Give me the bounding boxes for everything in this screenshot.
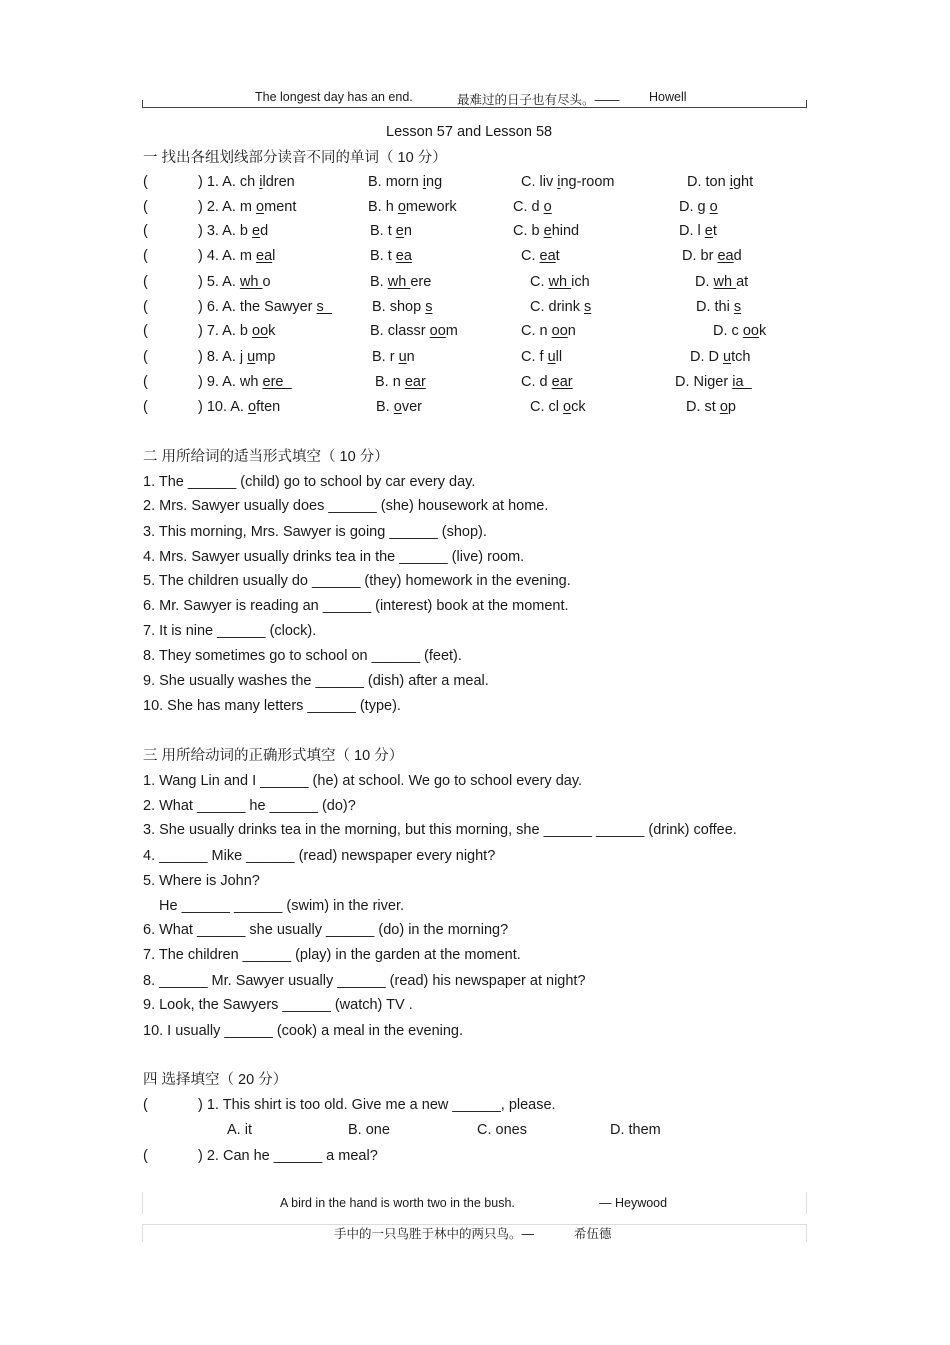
section4-q2-paren: (: [143, 1148, 148, 1164]
item-number: ) 3. A.: [198, 223, 236, 239]
word-part: D. c: [713, 323, 743, 339]
word-part: ght: [732, 174, 754, 190]
option-c-wrapper: [521, 174, 614, 190]
option-d: [687, 174, 753, 190]
option-d-wrapper: [675, 374, 752, 390]
option-b-wrapper: [375, 374, 426, 390]
word-part: k: [268, 323, 276, 339]
underlined-letters: ea: [717, 248, 734, 264]
word-part: B. r: [372, 349, 399, 365]
option-b-wrapper: [368, 174, 442, 190]
word-part: b: [239, 323, 253, 339]
option-d-wrapper: [695, 274, 748, 290]
option-a: [240, 174, 295, 190]
word-part: wh: [239, 374, 263, 390]
option-d-wrapper: [713, 323, 766, 339]
underlined-letters: ere_: [262, 374, 292, 390]
section2-item: 10. She has many letters ______ (type).: [143, 698, 401, 714]
section2-item: 4. Mrs. Sawyer usually drinks tea in the ______ (live) room.: [143, 549, 525, 565]
section1-heading: 一 找出各组划线部分读音不同的单词（ 10 分）: [143, 150, 447, 166]
word-part: B. morn: [368, 174, 423, 190]
footer-border-left: [142, 1192, 143, 1214]
option-d-wrapper: [679, 199, 718, 215]
section4-heading: 四 选择填空（ 20 分）: [143, 1072, 288, 1088]
header-author: Howell: [649, 90, 687, 104]
word-part: D. D: [690, 349, 724, 365]
item-number: ) 1. A.: [198, 174, 236, 190]
header-rule: [142, 107, 807, 108]
word-part: C. d: [521, 374, 552, 390]
section2-item: 5. The children usually do ______ (they) homework in the evening.: [143, 573, 571, 589]
section1-item: [198, 223, 268, 239]
word-part: m: [239, 199, 257, 215]
word-part: the Sawyer: [239, 299, 317, 315]
footer-tick-right: [806, 1224, 807, 1242]
item-number: ) 9. A.: [198, 374, 236, 390]
footer-quote-en: A bird in the hand is worth two in the bush.: [280, 1196, 515, 1210]
word-part: D. br: [682, 248, 718, 264]
header-tick-right: [806, 100, 807, 108]
section2-item: 8. They sometimes go to school on ______ (feet).: [143, 648, 462, 664]
section1-item: [198, 199, 296, 215]
underlined-letters: e: [252, 223, 261, 239]
word-part: k: [758, 323, 767, 339]
section4-q1: ) 1. This shirt is too old. Give me a new ______, please.: [198, 1097, 556, 1113]
word-part: C. n: [521, 323, 552, 339]
option-d-wrapper: [679, 223, 717, 239]
footer-author-zh: 希伍德: [574, 1227, 612, 1241]
section4-q1-paren: (: [143, 1097, 148, 1113]
section1-item: [198, 399, 280, 415]
section2-item: 1. The ______ (child) go to school by car every day.: [143, 474, 476, 490]
section1-paren: (: [143, 299, 148, 315]
option-d-wrapper: [687, 174, 753, 190]
section1-item: [198, 274, 271, 290]
option-a: [240, 274, 271, 290]
word-part: d: [733, 248, 742, 264]
section1-paren: (: [143, 174, 148, 190]
section2-item: 7. It is nine ______ (clock).: [143, 623, 317, 639]
option-d: [675, 374, 752, 390]
option-c: [521, 323, 576, 339]
option-d: [682, 248, 742, 264]
section4-q1-option-a: A. it: [227, 1122, 252, 1138]
underlined-letters: o: [563, 399, 572, 415]
underlined-letters: o: [709, 199, 718, 215]
underlined-letters: oo: [429, 323, 446, 339]
section1-paren: (: [143, 223, 148, 239]
underlined-letters: ea: [395, 248, 412, 264]
section2-heading: 二 用所给词的适当形式填空（ 10 分）: [143, 449, 389, 465]
word-part: C.: [521, 248, 540, 264]
option-c: [521, 174, 614, 190]
word-part: ll: [555, 349, 563, 365]
option-d: [695, 274, 748, 290]
underlined-letters: i: [557, 174, 561, 190]
option-b: [372, 349, 415, 365]
option-b-wrapper: [376, 399, 422, 415]
section3-item: 5. Where is John?: [143, 873, 260, 889]
word-part: ck: [571, 399, 586, 415]
option-d-wrapper: [682, 248, 742, 264]
word-part: D.: [695, 274, 714, 290]
word-part: D. st: [686, 399, 720, 415]
option-c: [530, 274, 590, 290]
underlined-letters: ea: [256, 248, 273, 264]
option-b: [368, 199, 457, 215]
section4-q2: ) 2. Can he ______ a meal?: [198, 1148, 378, 1164]
option-d-wrapper: [690, 349, 750, 365]
option-c: [513, 223, 579, 239]
section3-item: 7. The children ______ (play) in the garden at the moment.: [143, 947, 521, 963]
underlined-letters: wh: [239, 274, 263, 290]
word-part: B. t: [370, 248, 396, 264]
underlined-letters: ear: [551, 374, 573, 390]
option-b: [376, 399, 422, 415]
word-part: C. d: [513, 199, 544, 215]
word-part: ng-room: [560, 174, 615, 190]
item-number: ) 4. A.: [198, 248, 236, 264]
option-c-wrapper: [521, 323, 576, 339]
option-d: [696, 299, 741, 315]
word-part: ch: [239, 174, 260, 190]
word-part: B. n: [375, 374, 405, 390]
item-number: ) 8. A.: [198, 349, 236, 365]
section1-item: [198, 174, 295, 190]
section1-paren: (: [143, 349, 148, 365]
option-c: [530, 399, 586, 415]
word-part: ich: [571, 274, 590, 290]
section3-heading: 三 用所给动词的正确形式填空（ 10 分）: [143, 748, 404, 764]
word-part: b: [239, 223, 253, 239]
word-part: n: [403, 223, 412, 239]
section3-item: 8. ______ Mr. Sawyer usually ______ (read) his newspaper at night?: [143, 973, 586, 989]
option-d: [686, 399, 736, 415]
word-part: p: [727, 399, 736, 415]
option-a: [240, 323, 275, 339]
option-c-wrapper: [513, 223, 579, 239]
underlined-letters: i: [422, 174, 427, 190]
word-part: t: [555, 248, 560, 264]
underlined-letters: ea: [539, 248, 556, 264]
option-c: [521, 374, 573, 390]
option-c-wrapper: [521, 374, 573, 390]
option-b: [370, 248, 412, 264]
option-c: [521, 349, 562, 365]
section4-q1-option-b: B. one: [348, 1122, 390, 1138]
option-b-wrapper: [372, 299, 432, 315]
option-b-wrapper: [370, 274, 431, 290]
option-b: [372, 299, 432, 315]
underlined-letters: e: [543, 223, 552, 239]
underlined-letters: o: [247, 399, 257, 415]
underlined-letters: s: [425, 299, 433, 315]
section4-q1-option-c: C. ones: [477, 1122, 527, 1138]
word-part: B. h: [368, 199, 398, 215]
underlined-letters: wh: [713, 274, 737, 290]
option-c: [530, 299, 591, 315]
section1-paren: (: [143, 274, 148, 290]
word-part: B.: [370, 274, 388, 290]
word-part: B. t: [370, 223, 396, 239]
item-number: ) 10. A.: [198, 399, 244, 415]
word-part: m: [445, 323, 458, 339]
word-part: n: [406, 349, 415, 365]
section1-item: [198, 323, 275, 339]
option-b-wrapper: [372, 349, 415, 365]
section3-item: He ______ ______ (swim) in the river.: [159, 898, 405, 914]
option-a: [240, 349, 275, 365]
option-c-wrapper: [513, 199, 552, 215]
footer-author-en: — Heywood: [599, 1196, 668, 1210]
word-part: ment: [264, 199, 297, 215]
option-a: [240, 199, 296, 215]
option-c-wrapper: [521, 248, 560, 264]
section3-item: 9. Look, the Sawyers ______ (watch) TV .: [143, 997, 413, 1013]
option-d: [679, 223, 717, 239]
footer-border-right: [806, 1192, 807, 1214]
footer-quote-zh: 手中的一只鸟胜于林中的两只鸟。—: [334, 1227, 535, 1241]
word-part: ere: [410, 274, 432, 290]
item-number: ) 6. A.: [198, 299, 236, 315]
header-tick-left: [142, 100, 143, 108]
word-part: t: [712, 223, 717, 239]
word-part: B. classr: [370, 323, 430, 339]
underlined-letters: ear: [404, 374, 426, 390]
section1-item: [198, 248, 275, 264]
section3-item: 2. What ______ he ______ (do)?: [143, 798, 356, 814]
word-part: B.: [376, 399, 394, 415]
underlined-letters: s: [584, 299, 592, 315]
option-b-wrapper: [370, 323, 458, 339]
section1-paren: (: [143, 323, 148, 339]
word-part: ften: [256, 399, 281, 415]
option-b-wrapper: [368, 199, 457, 215]
option-d: [713, 323, 766, 339]
underlined-letters: o: [393, 399, 402, 415]
word-part: D. Niger: [675, 374, 733, 390]
word-part: C. b: [513, 223, 544, 239]
section4-q1-option-d: D. them: [610, 1122, 661, 1138]
word-part: D. g: [679, 199, 710, 215]
option-d: [690, 349, 750, 365]
underlined-letters: oo: [742, 323, 759, 339]
word-part: ng: [426, 174, 443, 190]
item-number: ) 5. A.: [198, 274, 236, 290]
option-b-wrapper: [370, 248, 412, 264]
page-title: Lesson 57 and Lesson 58: [386, 124, 553, 140]
section1-paren: (: [143, 248, 148, 264]
section3-item: 4. ______ Mike ______ (read) newspaper every night?: [143, 848, 496, 864]
word-part: ver: [401, 399, 422, 415]
underlined-letters: u: [247, 349, 256, 365]
option-c-wrapper: [521, 349, 562, 365]
section2-item: 3. This morning, Mrs. Sawyer is going ______ (shop).: [143, 524, 487, 540]
underlined-letters: o: [719, 399, 728, 415]
section2-item: 2. Mrs. Sawyer usually does ______ (she) housework at home.: [143, 498, 549, 514]
word-part: j: [239, 349, 248, 365]
underlined-letters: i: [729, 174, 733, 190]
word-part: m: [239, 248, 257, 264]
section1-paren: (: [143, 374, 148, 390]
section1-item: [198, 349, 275, 365]
option-c: [513, 199, 552, 215]
item-number: ) 7. A.: [198, 323, 236, 339]
word-part: n: [567, 323, 576, 339]
option-a: [248, 399, 280, 415]
footer-tick-left: [142, 1224, 143, 1242]
option-b: [370, 223, 412, 239]
underlined-letters: u: [723, 349, 732, 365]
underlined-letters: u: [547, 349, 556, 365]
underlined-letters: e: [704, 223, 713, 239]
option-c-wrapper: [530, 274, 590, 290]
underlined-letters: u: [398, 349, 407, 365]
option-b: [370, 274, 431, 290]
word-part: C. drink: [530, 299, 584, 315]
option-c-wrapper: [530, 299, 591, 315]
section1-paren: (: [143, 399, 148, 415]
word-part: mework: [405, 199, 457, 215]
section2-item: 6. Mr. Sawyer is reading an ______ (interest) book at the moment.: [143, 598, 569, 614]
option-c-wrapper: [530, 399, 586, 415]
underlined-letters: e: [395, 223, 404, 239]
underlined-letters: wh: [548, 274, 572, 290]
word-part: C.: [530, 274, 549, 290]
word-part: D. ton: [687, 174, 730, 190]
section1-item: [198, 374, 292, 390]
section1-item: [198, 299, 332, 315]
word-part: tch: [731, 349, 751, 365]
option-b: [368, 174, 442, 190]
word-part: C. cl: [530, 399, 564, 415]
word-part: ldren: [262, 174, 295, 190]
word-part: hind: [551, 223, 580, 239]
word-part: D. thi: [696, 299, 734, 315]
section3-item: 1. Wang Lin and I ______ (he) at school. We go to school every day.: [143, 773, 583, 789]
word-part: l: [272, 248, 276, 264]
section3-item: 6. What ______ she usually ______ (do) in the morning?: [143, 922, 509, 938]
option-a: [240, 223, 268, 239]
word-part: C. liv: [521, 174, 558, 190]
item-number: ) 2. A.: [198, 199, 236, 215]
underlined-letters: oo: [551, 323, 568, 339]
underlined-letters: s_: [316, 299, 332, 315]
option-d-wrapper: [696, 299, 741, 315]
section3-item: 3. She usually drinks tea in the morning, but this morning, she ______ ______ (drink) coffee.: [143, 822, 737, 838]
underlined-letters: s: [733, 299, 742, 315]
underlined-letters: i: [259, 174, 263, 190]
header-quote-zh: 最难过的日子也有尽头。——: [457, 93, 620, 107]
word-part: D. l: [679, 223, 705, 239]
option-d: [679, 199, 718, 215]
underlined-letters: oo: [252, 323, 269, 339]
underlined-letters: o: [256, 199, 265, 215]
header-quote-en: The longest day has an end.: [255, 90, 413, 104]
underlined-letters: wh: [387, 274, 411, 290]
word-part: C. f: [521, 349, 548, 365]
word-part: B. shop: [372, 299, 426, 315]
word-part: mp: [255, 349, 276, 365]
section1-paren: (: [143, 199, 148, 215]
option-d-wrapper: [686, 399, 736, 415]
underlined-letters: ia_: [732, 374, 752, 390]
option-a: [240, 248, 275, 264]
option-a: [240, 299, 332, 315]
word-part: at: [736, 274, 749, 290]
option-b: [370, 323, 458, 339]
section2-item: 9. She usually washes the ______ (dish) after a meal.: [143, 673, 489, 689]
option-b-wrapper: [370, 223, 412, 239]
word-part: o: [262, 274, 271, 290]
option-b: [375, 374, 426, 390]
option-a: [240, 374, 292, 390]
word-part: d: [260, 223, 269, 239]
underlined-letters: o: [397, 199, 406, 215]
underlined-letters: o: [543, 199, 552, 215]
option-c: [521, 248, 560, 264]
section3-item: 10. I usually ______ (cook) a meal in the evening.: [143, 1023, 464, 1039]
